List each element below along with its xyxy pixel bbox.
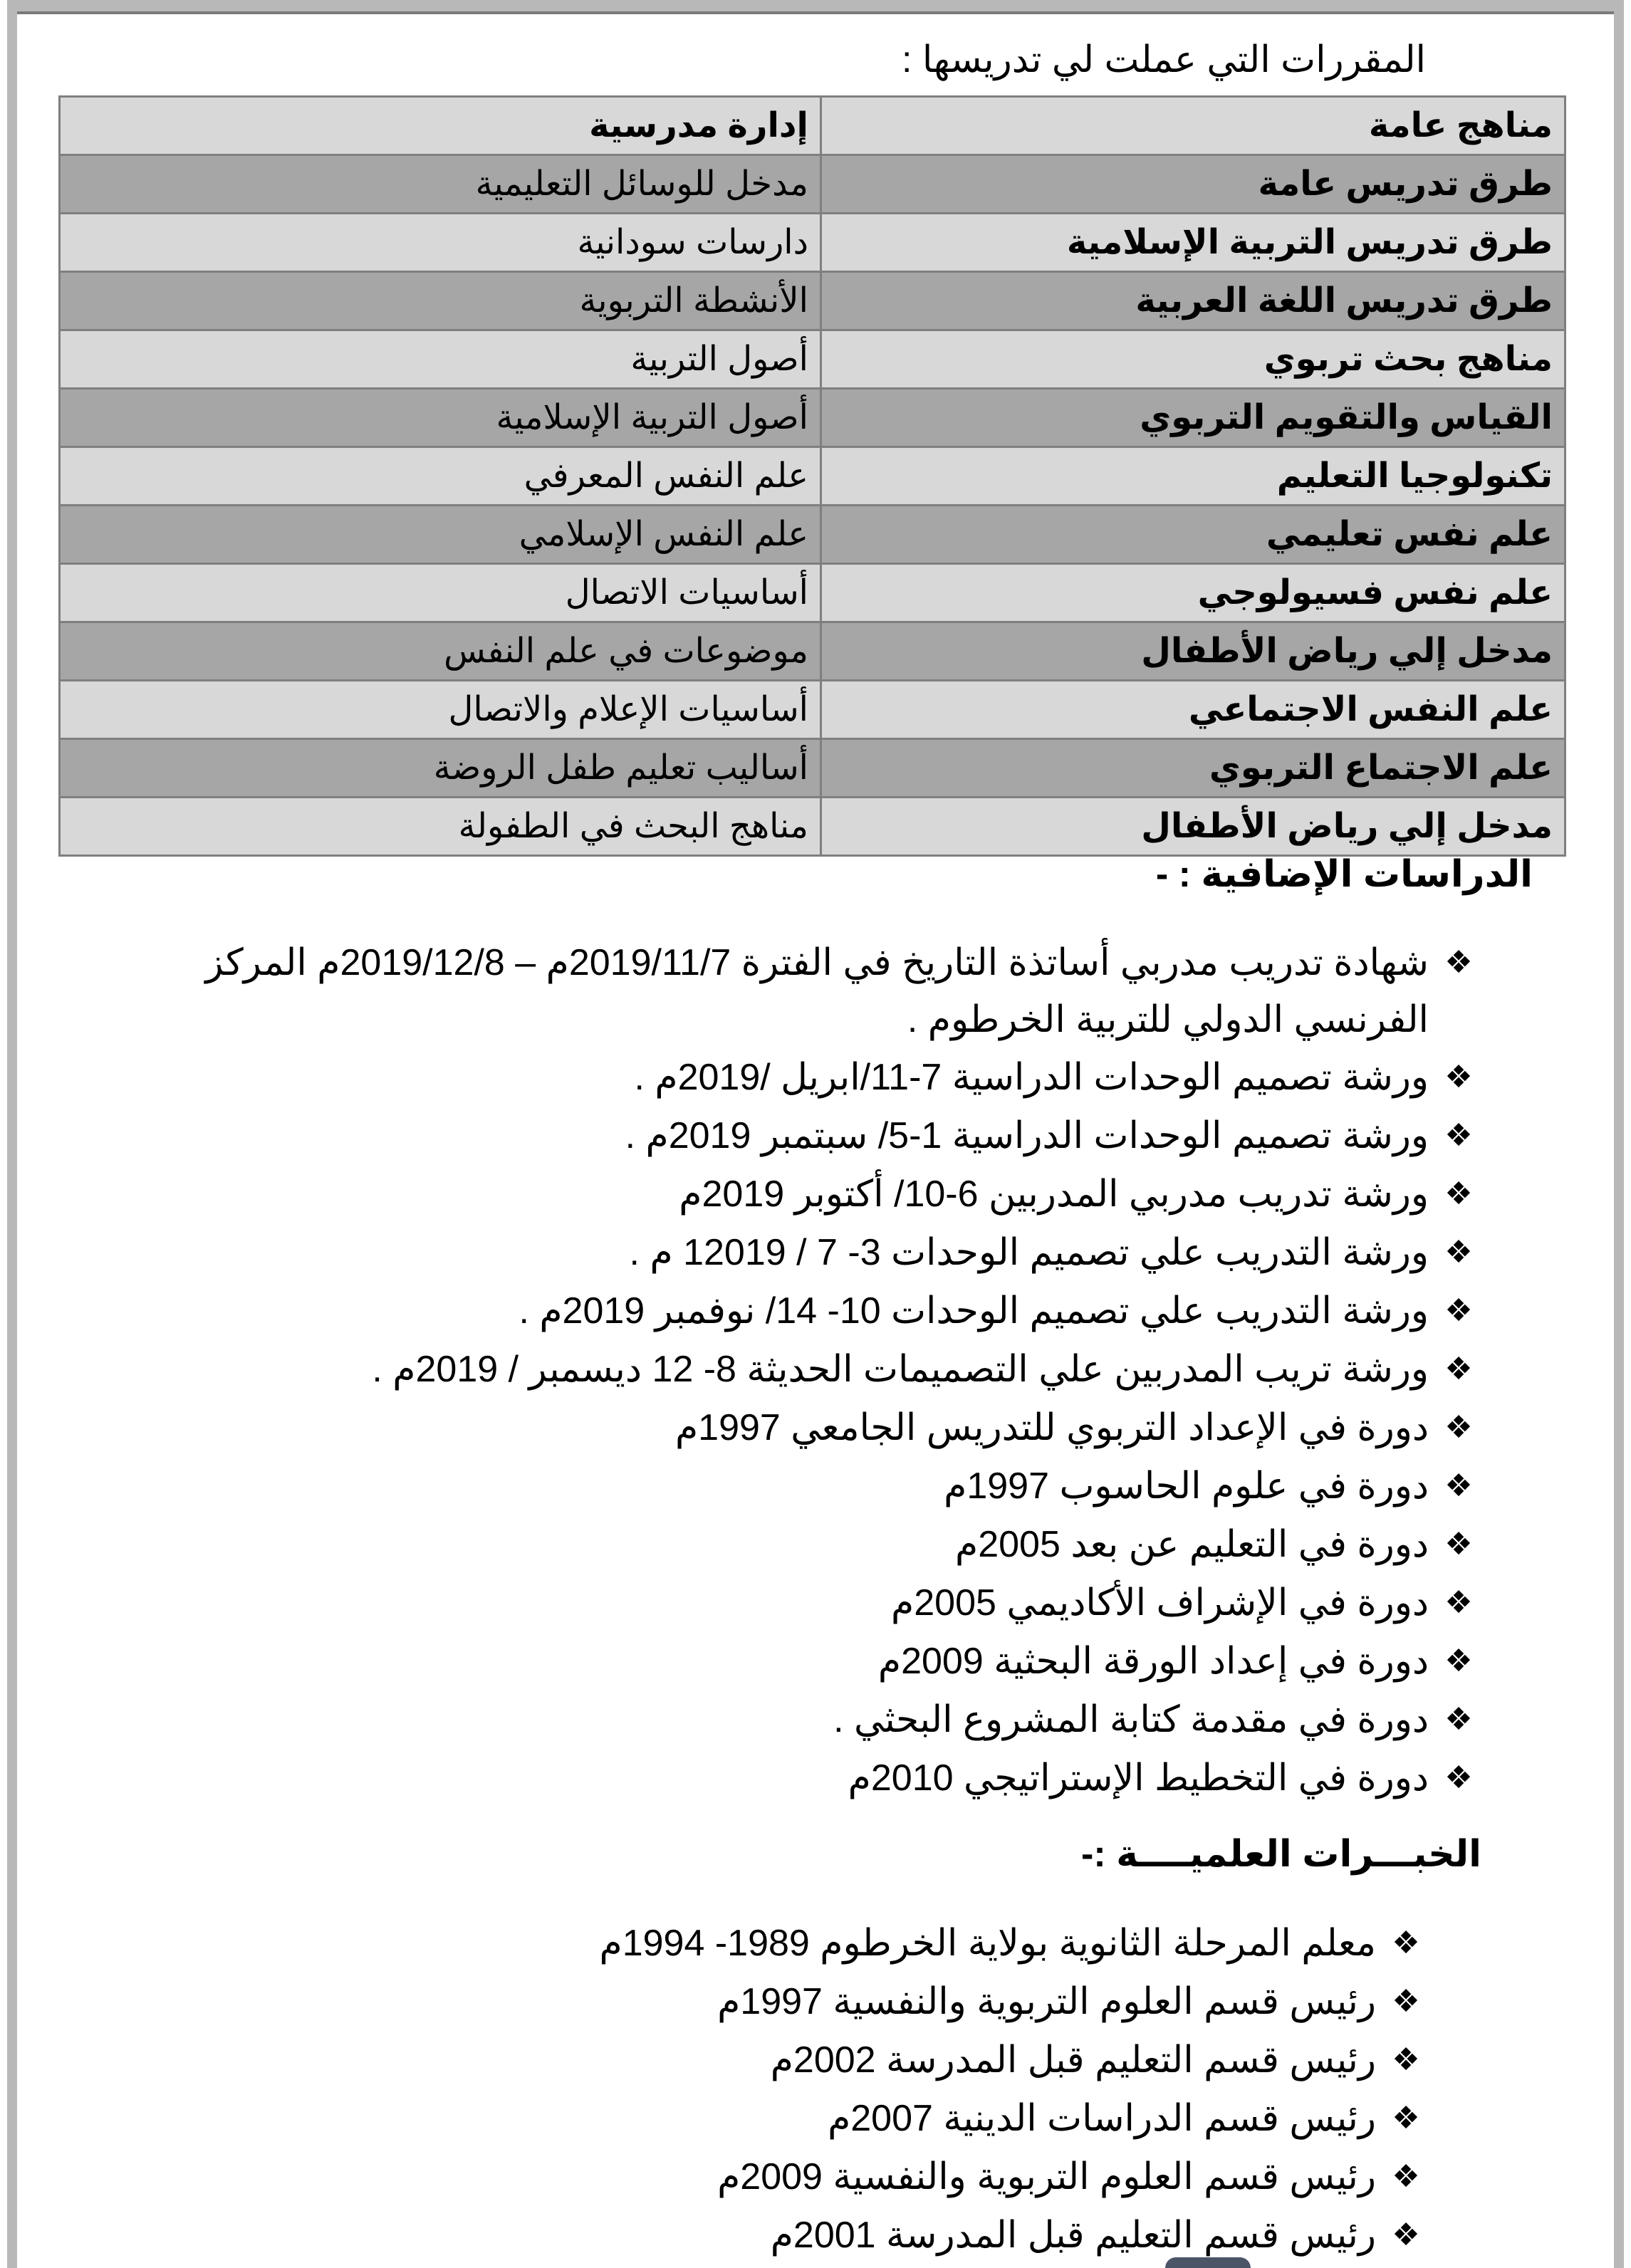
course-row (60, 681, 1565, 739)
additional-studies-list (141, 934, 1480, 1807)
diamond-bullet-icon: ❖ (1392, 2217, 1420, 2253)
course-cell-secondary: أساليب تعليم طفل الروضة (60, 739, 821, 798)
additional-study-text: ورشة تريب المدربين علي التصميمات الحديثة 8- 12 ديسمبر / 2019م . (372, 1349, 1429, 1390)
diamond-bullet-icon: ❖ (1444, 1584, 1473, 1621)
additional-study-item (141, 1223, 1480, 1282)
course-cell-primary: طرق تدريس عامة (821, 155, 1565, 214)
additional-study-item (141, 1048, 1480, 1107)
course-cell-secondary: مناهج البحث في الطفولة (60, 798, 821, 856)
course-row (60, 155, 1565, 214)
experience-heading: الخبـــرات العلميــــة :- (1081, 1834, 1481, 1875)
additional-study-item (141, 1107, 1480, 1165)
additional-study-item (141, 1690, 1480, 1749)
course-cell-primary: علم النفس الاجتماعي (821, 681, 1565, 739)
diamond-bullet-icon: ❖ (1392, 2100, 1420, 2136)
diamond-bullet-icon: ❖ (1444, 1643, 1473, 1679)
experience-text: معلم المرحلة الثانوية بولاية الخرطوم 1989- 1994م (599, 1923, 1376, 1964)
experience-item (359, 2148, 1427, 2206)
course-cell-primary: علم الاجتماع التربوي (821, 739, 1565, 798)
additional-study-text: دورة في الإشراف الأكاديمي 2005م (891, 1582, 1429, 1624)
page-bottom-shape (1165, 2257, 1251, 2268)
additional-study-text: دورة في التخطيط الإستراتيجي 2010م (848, 1757, 1429, 1799)
course-cell-primary: تكنولوجيا التعليم (821, 447, 1565, 506)
course-cell-secondary: علم النفس الإسلامي (60, 506, 821, 564)
courses-heading: المقررات التي عملت لي تدريسها : (902, 39, 1426, 80)
diamond-bullet-icon: ❖ (1392, 1925, 1420, 1961)
course-row (60, 564, 1565, 622)
course-cell-secondary: إدارة مدرسية (60, 97, 821, 155)
additional-study-item (141, 1399, 1480, 1457)
course-row (60, 506, 1565, 564)
experience-text: رئيس قسم التعليم قبل المدرسة 2002م (770, 2039, 1376, 2081)
diamond-bullet-icon: ❖ (1444, 944, 1473, 981)
course-row (60, 330, 1565, 389)
course-row (60, 389, 1565, 447)
additional-study-text: دورة في علوم الحاسوب 1997م (944, 1465, 1429, 1507)
course-cell-primary: مناهج عامة (821, 97, 1565, 155)
diamond-bullet-icon: ❖ (1444, 1059, 1473, 1095)
additional-study-item (141, 1749, 1480, 1807)
experience-item (359, 2089, 1427, 2148)
course-cell-primary: علم نفس فسيولوجي (821, 564, 1565, 622)
experience-list (359, 1914, 1427, 2264)
experience-text: رئيس قسم الدراسات الدينية 2007م (828, 2098, 1376, 2139)
diamond-bullet-icon: ❖ (1444, 1760, 1473, 1796)
course-cell-secondary: مدخل للوسائل التعليمية (60, 155, 821, 214)
course-cell-primary: القياس والتقويم التربوي (821, 389, 1565, 447)
experience-text: رئيس قسم التعليم قبل المدرسة 2001م (770, 2215, 1376, 2256)
diamond-bullet-icon: ❖ (1444, 1292, 1473, 1329)
course-cell-secondary: أصول التربية الإسلامية (60, 389, 821, 447)
course-cell-secondary: أصول التربية (60, 330, 821, 389)
experience-item (359, 2031, 1427, 2089)
course-row (60, 739, 1565, 798)
additional-study-text: دورة في التعليم عن بعد 2005م (955, 1524, 1429, 1565)
course-row (60, 97, 1565, 155)
courses-table (58, 95, 1566, 857)
course-cell-secondary: دارسات سودانية (60, 214, 821, 272)
course-row (60, 272, 1565, 330)
course-cell-secondary: موضوعات في علم النفس (60, 622, 821, 681)
additional-study-text: ورشة تصميم الوحدات الدراسية 1-5/ سبتمبر 2019م . (625, 1115, 1429, 1156)
diamond-bullet-icon: ❖ (1444, 1176, 1473, 1212)
course-cell-secondary: أساسيات الإعلام والاتصال (60, 681, 821, 739)
additional-study-item (141, 1515, 1480, 1574)
experience-item (359, 1972, 1427, 2031)
course-row (60, 798, 1565, 856)
additional-study-text: دورة في إعداد الورقة البحثية 2009م (877, 1641, 1429, 1682)
additional-study-item (141, 934, 1480, 1048)
diamond-bullet-icon: ❖ (1392, 2042, 1420, 2078)
diamond-bullet-icon: ❖ (1444, 1701, 1473, 1737)
additional-study-item (141, 1574, 1480, 1632)
course-cell-primary: طرق تدريس اللغة العربية (821, 272, 1565, 330)
diamond-bullet-icon: ❖ (1392, 1983, 1420, 2019)
course-row (60, 214, 1565, 272)
experience-text: رئيس قسم العلوم التربوية والنفسية 1997م (717, 1981, 1376, 2022)
additional-study-item (141, 1282, 1480, 1340)
diamond-bullet-icon: ❖ (1444, 1234, 1473, 1270)
additional-study-item (141, 1165, 1480, 1223)
diamond-bullet-icon: ❖ (1444, 1526, 1473, 1562)
course-row (60, 622, 1565, 681)
diamond-bullet-icon: ❖ (1392, 2158, 1420, 2195)
additional-studies-heading: الدراسات الإضافية : - (1155, 854, 1533, 895)
additional-study-text: دورة في الإعداد التربوي للتدريس الجامعي 1997م (674, 1407, 1429, 1448)
course-cell-secondary: الأنشطة التربوية (60, 272, 821, 330)
additional-study-item (141, 1632, 1480, 1690)
course-cell-primary: علم نفس تعليمي (821, 506, 1565, 564)
course-cell-primary: طرق تدريس التربية الإسلامية (821, 214, 1565, 272)
diamond-bullet-icon: ❖ (1444, 1117, 1473, 1154)
course-cell-secondary: أساسيات الاتصال (60, 564, 821, 622)
course-cell-secondary: علم النفس المعرفي (60, 447, 821, 506)
additional-study-text: ورشة التدريب علي تصميم الوحدات 10- 14/ نوفمبر 2019م . (519, 1290, 1429, 1332)
additional-study-text: شهادة تدريب مدربي أساتذة التاريخ في الفترة 2019/11/7م – 2019/12/8م المركز الفرنسي الدولي للتربية الخرطوم . (205, 942, 1429, 1040)
additional-study-text: ورشة تصميم الوحدات الدراسية 7-11/ابريل /2019م . (634, 1057, 1429, 1098)
experience-text: رئيس قسم العلوم التربوية والنفسية 2009م (717, 2156, 1376, 2198)
course-cell-primary: مناهج بحث تربوي (821, 330, 1565, 389)
course-row (60, 447, 1565, 506)
diamond-bullet-icon: ❖ (1444, 1409, 1473, 1446)
diamond-bullet-icon: ❖ (1444, 1468, 1473, 1504)
additional-study-item (141, 1457, 1480, 1515)
course-cell-primary: مدخل إلي رياض الأطفال (821, 798, 1565, 856)
experience-item (359, 1914, 1427, 1972)
additional-study-text: دورة في مقدمة كتابة المشروع البحثي . (833, 1699, 1429, 1740)
additional-study-item (141, 1340, 1480, 1399)
additional-study-text: ورشة تدريب مدربي المدربين 6-10/ أكتوبر 2019م (679, 1174, 1429, 1215)
diamond-bullet-icon: ❖ (1444, 1351, 1473, 1387)
experience-item (359, 2206, 1427, 2264)
course-cell-primary: مدخل إلي رياض الأطفال (821, 622, 1565, 681)
additional-study-text: ورشة التدريب علي تصميم الوحدات 3- 7 / 12019 م . (629, 1232, 1429, 1273)
